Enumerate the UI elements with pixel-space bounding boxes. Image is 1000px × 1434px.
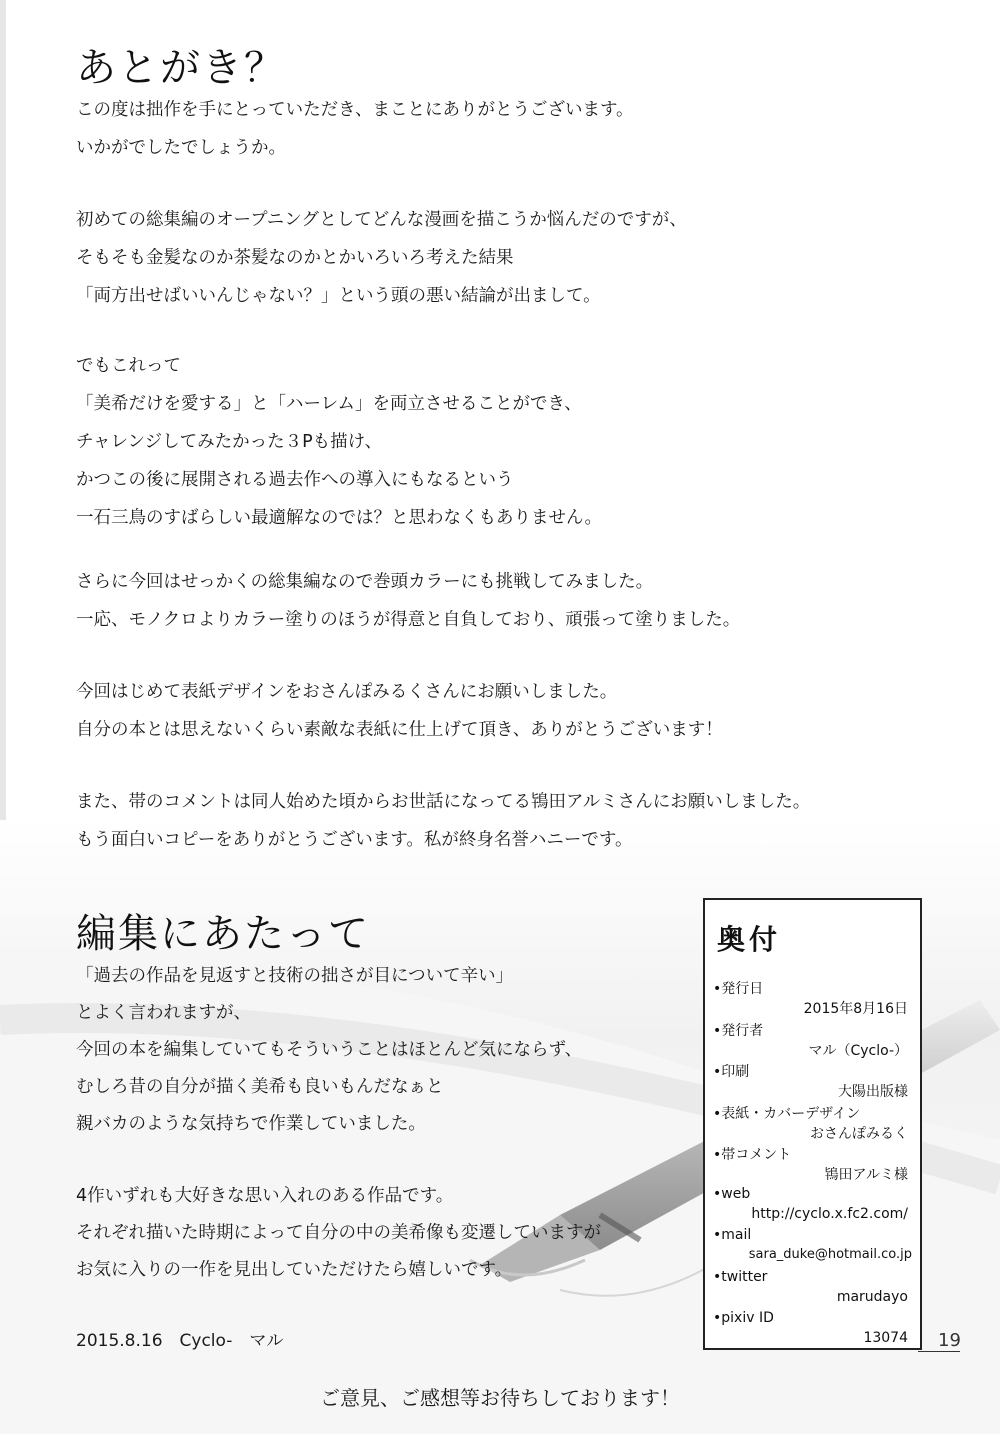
afterword-line: かつこの後に展開される過去作への導入にもなるという — [76, 470, 514, 490]
colophon-value: マル（Cyclo-） — [808, 1042, 908, 1059]
colophon-value: sara_duke@hotmail.co.jp — [748, 1247, 912, 1262]
colophon-label: •帯コメント — [713, 1147, 792, 1163]
colophon-value: marudayo — [836, 1288, 908, 1305]
colophon-value: 大陽出版様 — [838, 1084, 908, 1100]
colophon-value: http://cyclo.x.fc2.com/ — [751, 1205, 908, 1222]
colophon-label: •pixiv ID — [713, 1310, 774, 1326]
afterword-line: 「美希だけを愛する」と「ハーレム」を両立させることができ、 — [76, 394, 582, 414]
colophon-value: 2015年8月16日 — [803, 1001, 908, 1017]
colophon-label: •twitter — [713, 1268, 768, 1285]
editing-line: それぞれ描いた時期によって自分の中の美希像も変遷していますが — [76, 1223, 601, 1243]
colophon-value: おさんぽみるく — [810, 1125, 908, 1142]
afterword-line: でもこれって — [76, 356, 181, 376]
editing-line: お気に入りの一作を見出していただけたら嬉しいです。 — [76, 1260, 513, 1280]
afterword-line: チャレンジしてみたかった３Pも描け、 — [76, 432, 382, 452]
footer-message: ご意見、ご感想等お待ちしております！ — [320, 1386, 680, 1410]
colophon-label: •web — [713, 1185, 751, 1202]
editing-line: むしろ昔の自分が描く美希も良いもんだなぁと — [76, 1077, 444, 1097]
afterword-line: 今回はじめて表紙デザインをおさんぽみるくさんにお願いしました。 — [76, 682, 618, 702]
colophon-title: 奥付 — [717, 923, 782, 956]
afterword-line: 初めての総集編のオープニングとしてどんな漫画を描こうか悩んだのですが、 — [76, 210, 687, 230]
colophon-label: •mail — [713, 1227, 752, 1243]
editing-line: とよく言われますが、 — [76, 1003, 251, 1023]
editing-heading: 編集にあたって — [76, 911, 370, 957]
colophon-label: •発行者 — [713, 1022, 764, 1039]
afterword-line: さらに今回はせっかくの総集編なので巻頭カラーにも挑戦してみました。 — [76, 572, 654, 592]
afterword-line: 一応、モノクロよりカラー塗りのほうが得意と自負しており、頑張って塗りました。 — [76, 610, 741, 630]
afterword-line: いかがでしたでしょうか。 — [76, 138, 286, 158]
afterword-line: 「両方出せばいいんじゃない？」という頭の悪い結論が出まして。 — [76, 286, 601, 306]
colophon-label: •印刷 — [713, 1064, 750, 1080]
page-number-rule — [918, 1351, 960, 1352]
afterword-line: また、帯のコメントは同人始めた頃からお世話になってる鴇田アルミさんにお願いしました。 — [76, 792, 811, 812]
afterword-line: もう面白いコピーをありがとうございます。私が終身名誉ハニーです。 — [76, 830, 633, 850]
colophon-value: 13074 — [863, 1330, 908, 1346]
editing-line: 今回の本を編集していてもそういうことはほとんど気にならず、 — [76, 1040, 583, 1060]
colophon-value: 鴇田アルミ様 — [824, 1167, 908, 1183]
colophon-label: •発行日 — [713, 981, 764, 997]
afterword-line: 自分の本とは思えないくらい素敵な表紙に仕上げて頂き、ありがとうございます！ — [76, 720, 723, 740]
afterword-heading: あとがき？ — [76, 45, 286, 91]
afterword-line: 一石三鳥のすばらしい最適解なのでは？と思わなくもありません。 — [76, 508, 603, 528]
page-number: 19 — [938, 1330, 961, 1351]
editing-line: 4作いずれも大好きな思い入れのある作品です。 — [76, 1186, 454, 1206]
editing-line: 親バカのような気持ちで作業していました。 — [76, 1114, 426, 1134]
signature: 2015.8.16 Cyclo- マル — [76, 1331, 284, 1351]
colophon-box — [703, 898, 922, 1350]
afterword-line: この度は拙作を手にとっていただき、まことにありがとうございます。 — [76, 100, 634, 120]
editing-line: 「過去の作品を見返すと技術の拙さが目について辛い」 — [76, 966, 514, 986]
afterword-line: そもそも金髪なのか茶髪なのかとかいろいろ考えた結果 — [76, 248, 514, 268]
colophon-label: •表紙・カバーデザイン — [713, 1105, 861, 1122]
